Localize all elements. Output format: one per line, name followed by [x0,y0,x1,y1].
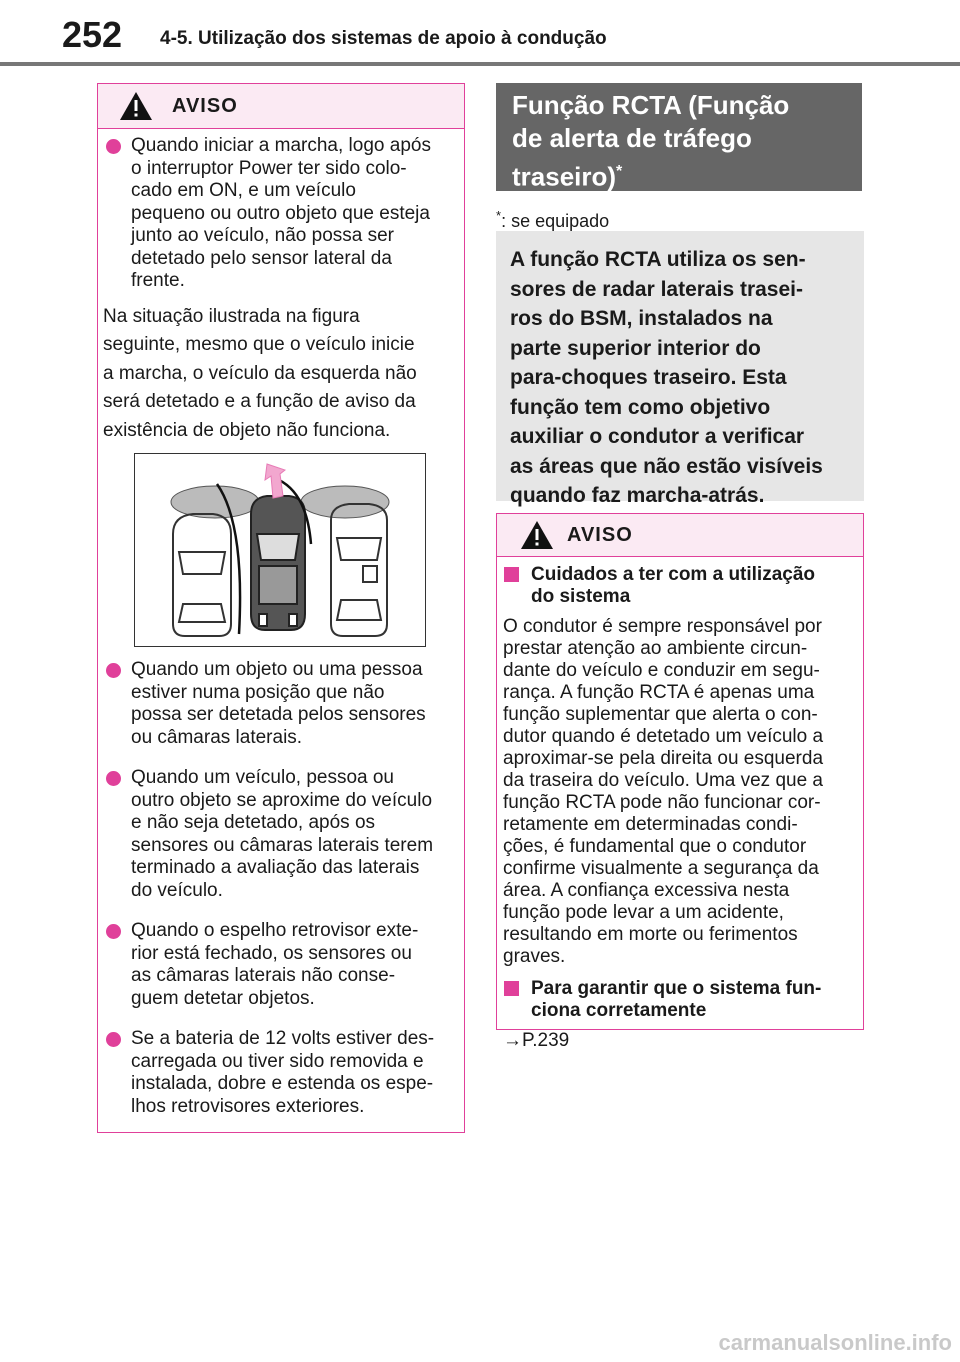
watermark: carmanualsonline.info [718,1330,952,1355]
square-bullet-icon [504,567,519,582]
right-warning-box [496,513,864,1051]
warning-title: AVISO [567,524,633,546]
bullet-dot-icon [106,663,121,678]
footnote-mark: * [616,163,623,180]
footnote: *: se equipado [496,208,610,231]
bullet-dot-icon [106,771,121,786]
bullet-dot-icon [106,139,121,154]
warning-paragraph: Na situação ilustrada na figura seguinte, mesmo que o veículo inicie a marcha, o veículo da esquerda não será detetado e a função de aviso da existência de objeto não funciona. [103,305,417,441]
bullet-item: Quando o espelho retrovisor exte- rior está fechado, os sensores ou as câmaras laterais não conse- guem detetar objetos. [103,920,455,1010]
warning-body: O condutor é sempre responsável por prestar atenção ao ambiente circun- dante do veículo e conduzir em segu- rança. A função RCTA é apenas uma função suplementar que alerta o con- dutor quando é detetado um veículo a aproximar-se pela direita ou esquerda da traseira do veículo. Uma vez que a função RCTA pode não funcionar cor- retamente em determinadas condi- ções, é fundamental que o condutor confirme visualmente a segurança da área. A confiança excessiva nesta função pode levar a um acidente, resultando em morte ou ferimentos graves. [503,616,824,967]
intro-summary-box: A função RCTA utiliza os sen- sores de radar laterais trasei- ros do BSM, instalados na parte superior interior do para-choques traseiro. Esta função tem como objetivo auxiliar o condutor a verificar as áreas que não estão visíveis quando faz marcha-atrás. [496,231,864,501]
parking-illustration [134,453,426,647]
bullet-item: Se a bateria de 12 volts estiver des- carregada ou tiver sido removida e instalada, dobre e estenda os espe- lhos retrovisores exteriores. [103,1028,455,1118]
section-title: 4-5. Utilização dos sistemas de apoio à condução [160,28,607,49]
footnote-mark: * [496,208,502,223]
page-number: 252 [62,14,123,55]
parking-cars-figure [135,454,424,645]
square-bullet-icon [504,981,519,996]
warning-header [497,514,863,557]
warning-title: AVISO [172,95,238,117]
bullet-dot-icon [106,924,121,939]
section-heading: Função RCTA (Função de alerta de tráfego traseiro)* [496,83,862,191]
page-header [0,0,960,66]
warning-triangle-icon [118,90,154,122]
page-reference-link[interactable]: →P.239 [503,1030,570,1051]
bullet-item: Quando um objeto ou uma pessoa estiver numa posição que não possa ser detetada pelos sensores ou câmaras laterais. [103,659,455,749]
subheading: Para garantir que o sistema fun- ciona corretamente [503,978,855,1022]
bullet-item: Quando iniciar a marcha, logo após o interruptor Power ter sido colo- cado em ON, e um veículo pequeno ou outro objeto que esteja junto ao veículo, não possa ser detetado pelo sensor lateral da frente. [103,135,455,293]
bullet-item: Quando um veículo, pessoa ou outro objeto se aproxime do veículo e não seja detetado, após os sensores ou câmaras laterais terem terminado a avaliação das laterais do veículo. [103,767,455,902]
warning-triangle-icon [519,519,555,551]
bullet-dot-icon [106,1032,121,1047]
warning-header [98,84,464,129]
header-rule [0,62,960,66]
subheading: Cuidados a ter com a utilização do sistema [503,564,855,608]
